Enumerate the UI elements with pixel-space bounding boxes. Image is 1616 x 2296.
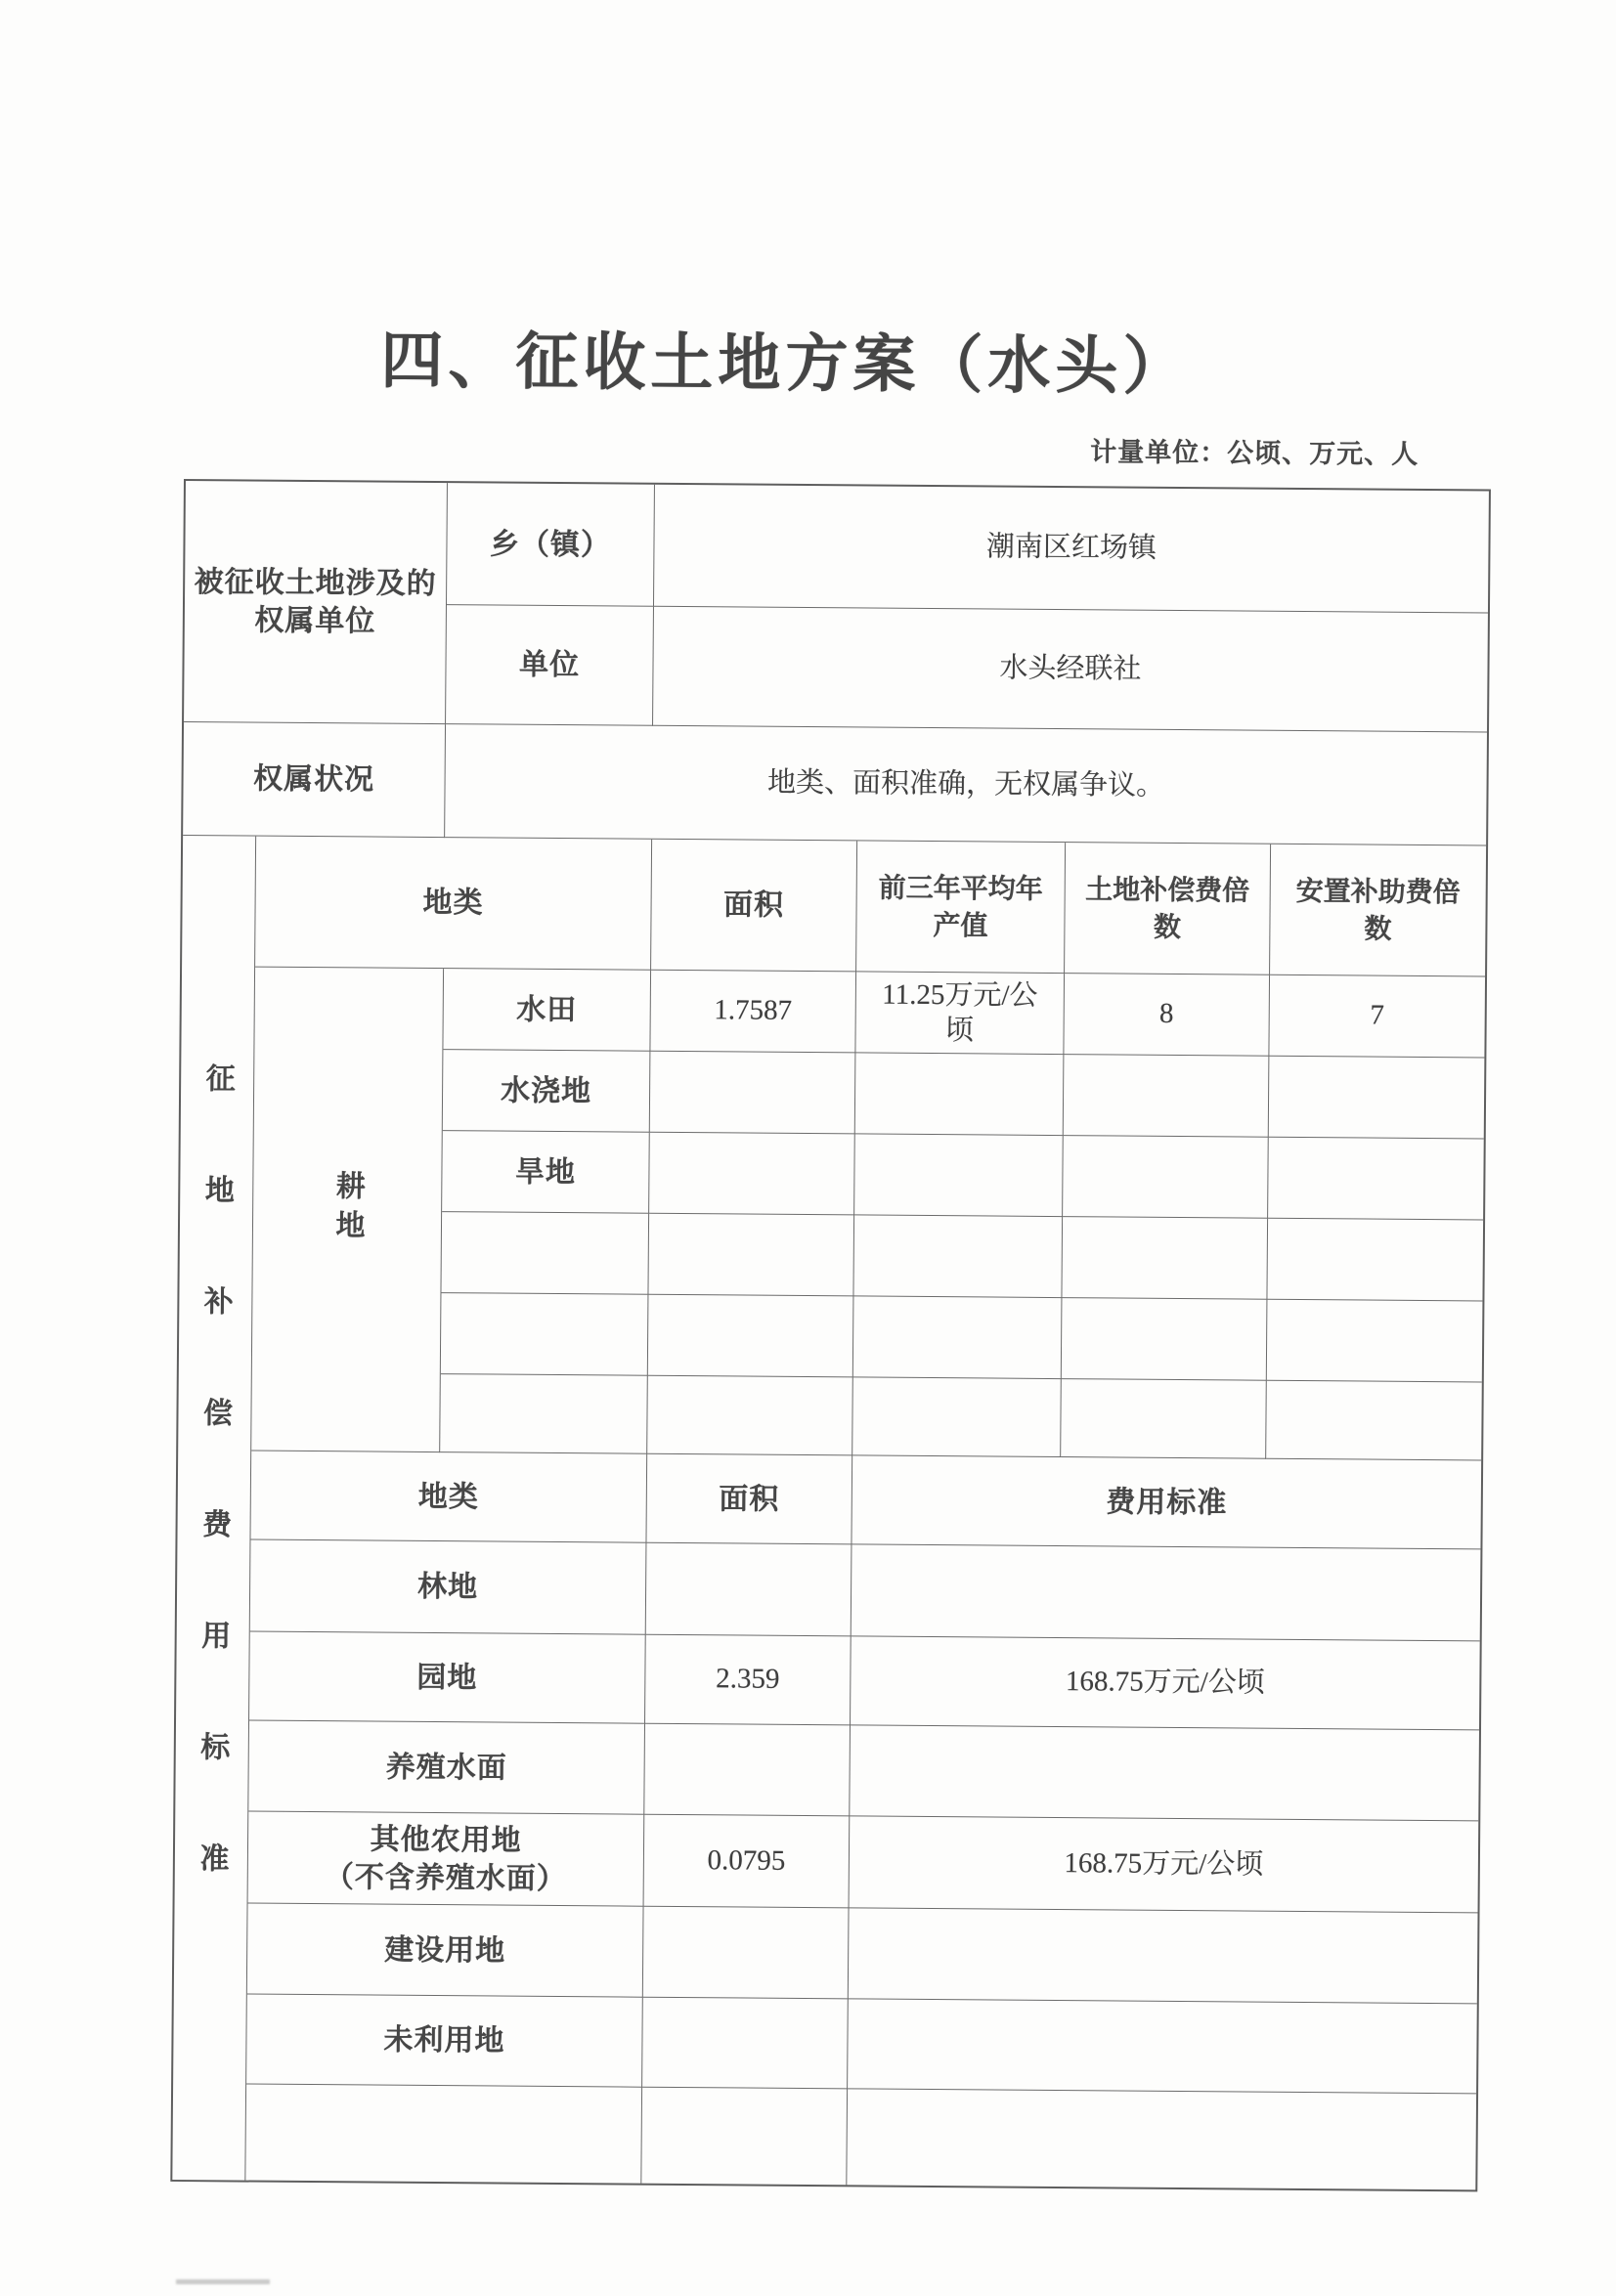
- header1-land-comp-multiple: 土地补偿费倍 数: [1065, 843, 1271, 975]
- row-paddy-type: 水田: [443, 969, 651, 1052]
- row-cultivated-empty1-output: [853, 1215, 1063, 1298]
- row-other-agri-fee: 168.75万元/公顷: [850, 1816, 1479, 1913]
- row-cultivated-empty2-type: [441, 1293, 649, 1376]
- row-cultivated-empty1-resettle-multiple: [1267, 1219, 1483, 1302]
- row-cultivated-empty3-area: [647, 1376, 853, 1456]
- row-garden-type: 园地: [249, 1632, 646, 1724]
- unit-label: 单位: [446, 605, 654, 726]
- row-irrigated-area: [650, 1052, 856, 1135]
- town-label: 乡（镇）: [447, 483, 655, 607]
- header2-area: 面积: [646, 1454, 852, 1545]
- row-paddy-output: 11.25万元/公顷: [855, 972, 1065, 1055]
- page-title: 四、征收土地方案（水头）: [380, 325, 1191, 403]
- row-cultivated-empty2-output: [853, 1296, 1063, 1379]
- row-cultivated-empty1-area: [648, 1214, 854, 1297]
- row-construction-area: [643, 1907, 850, 2000]
- header1-avg-output: 前三年平均年 产值: [856, 841, 1066, 974]
- row-other-agri-type: 其他农用地 （不含养殖水面）: [248, 1812, 645, 1907]
- row-irrigated-type: 水浇地: [443, 1050, 651, 1133]
- row-unused-area: [642, 1998, 849, 2090]
- row-forest-area: [646, 1543, 852, 1637]
- row-cultivated-empty2-land-multiple: [1062, 1298, 1268, 1381]
- row-cultivated-empty2-resettle-multiple: [1267, 1300, 1483, 1383]
- row-other-agri-area: 0.0795: [644, 1815, 851, 1909]
- tenure-status-value: 地类、面积准确，无权属争议。: [445, 724, 1487, 845]
- row-irrigated-output: [855, 1053, 1065, 1136]
- row-unused-type: 未利用地: [246, 1995, 643, 2088]
- row-cultivated-empty3-resettle-multiple: [1266, 1381, 1482, 1461]
- row-cultivated-empty3-output: [852, 1377, 1062, 1457]
- row-garden-fee: 168.75万元/公顷: [851, 1636, 1480, 1730]
- town-value: 潮南区红场镇: [654, 485, 1489, 614]
- row-paddy-area: 1.7587: [650, 971, 856, 1054]
- compensation-standard-side-label: [172, 836, 256, 2181]
- row-dryland-area: [649, 1133, 855, 1216]
- row-dryland-land-multiple: [1063, 1136, 1269, 1219]
- unit-value: 水头经联社: [653, 607, 1488, 733]
- row-cultivated-empty1-type: [441, 1212, 649, 1295]
- row-construction-type: 建设用地: [247, 1904, 644, 1998]
- row-forest-type: 林地: [250, 1540, 647, 1635]
- row-construction-fee: [849, 1908, 1478, 2004]
- land-expropriation-table: [170, 479, 1491, 2191]
- row-garden-area: 2.359: [645, 1635, 852, 1726]
- compensation-standard-side-label-text: 征地补偿费用标准: [194, 1061, 234, 1954]
- scan-artifact-smudge: [176, 2279, 270, 2284]
- row-forest-fee: [852, 1544, 1481, 1641]
- row-bottom-empty-area: [641, 2088, 848, 2186]
- header1-land-type: 地类: [255, 837, 652, 971]
- row-aquaculture-type: 养殖水面: [248, 1721, 645, 1815]
- header1-resettle-multiple: 安置补助费倍 数: [1270, 845, 1486, 977]
- row-cultivated-empty1-land-multiple: [1062, 1217, 1268, 1300]
- header2-fee-standard: 费用标准: [852, 1455, 1481, 1549]
- row-irrigated-resettle-multiple: [1269, 1057, 1485, 1140]
- row-irrigated-land-multiple: [1064, 1055, 1270, 1138]
- cultivated-land-group-label: [251, 968, 444, 1453]
- owner-units-label: 被征收土地涉及的 权属单位: [184, 481, 448, 724]
- row-bottom-empty-fee: [847, 2089, 1476, 2189]
- row-dryland-resettle-multiple: [1268, 1138, 1484, 1221]
- row-unused-fee: [848, 1999, 1477, 2094]
- row-dryland-type: 旱地: [442, 1131, 650, 1214]
- row-aquaculture-fee: [850, 1725, 1479, 1821]
- header2-land-type: 地类: [250, 1451, 647, 1543]
- row-paddy-resettle-multiple: 7: [1269, 975, 1485, 1059]
- measurement-unit-note: 计量单位：公顷、万元、人: [1090, 437, 1419, 469]
- row-aquaculture-area: [644, 1724, 851, 1817]
- row-cultivated-empty2-area: [648, 1295, 854, 1378]
- tenure-status-label: 权属状况: [183, 722, 446, 838]
- header1-area: 面积: [651, 840, 857, 973]
- cultivated-land-group-label-text: 耕地: [330, 1170, 364, 1249]
- row-paddy-land-multiple: 8: [1064, 974, 1270, 1057]
- row-dryland-output: [854, 1134, 1064, 1217]
- row-cultivated-empty3-land-multiple: [1061, 1379, 1267, 1459]
- row-cultivated-empty3-type: [440, 1374, 648, 1454]
- row-bottom-empty-type: [245, 2085, 642, 2184]
